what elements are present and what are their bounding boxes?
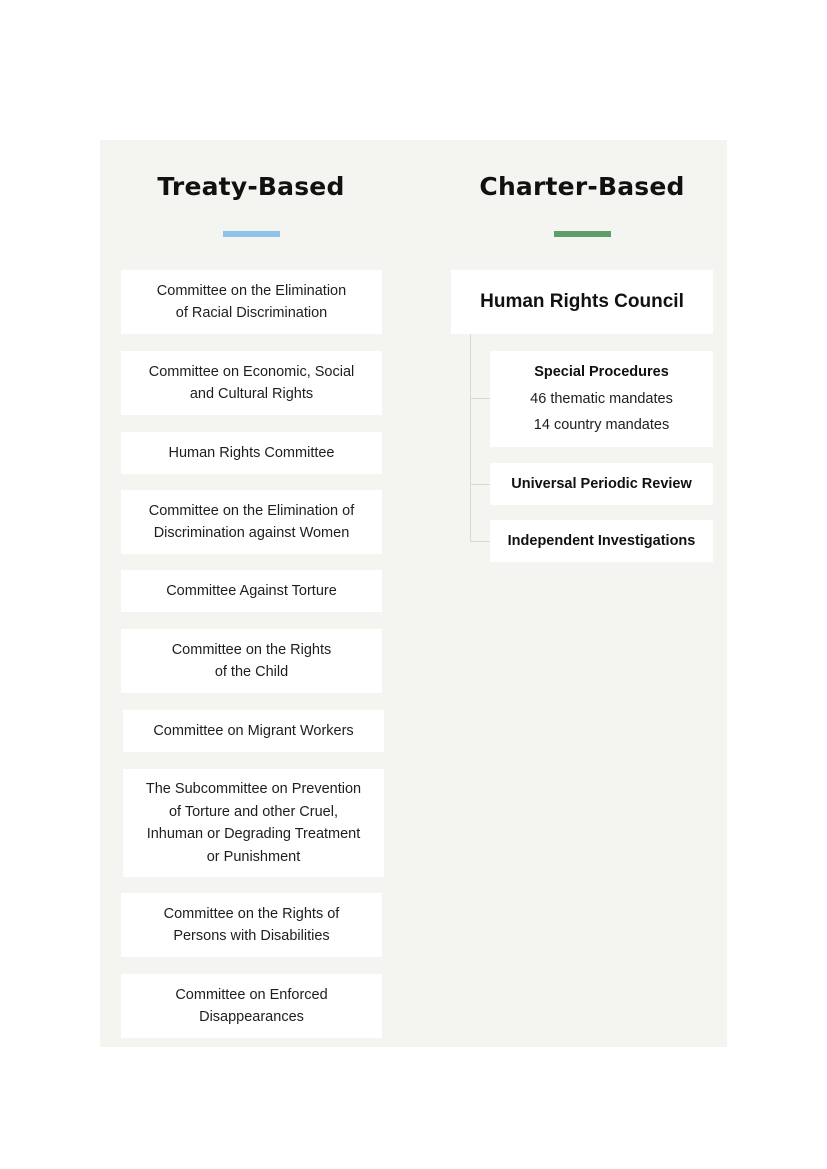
special-procedures-box xyxy=(490,351,713,447)
tree-connector-branch xyxy=(470,541,490,542)
charter-based-heading: Charter-Based xyxy=(479,172,685,201)
treaty-body-box xyxy=(121,490,382,554)
tree-connector-branch xyxy=(470,484,490,485)
treaty-body-box xyxy=(121,432,382,474)
treaty-body-label: Committee on the Rights of the Child xyxy=(171,641,332,680)
treaty-body-box xyxy=(123,769,384,877)
thematic-mandates-text: 46 thematic mandates xyxy=(530,390,673,407)
treaty-body-label: The Subcommittee on Prevention of Torture and other Cruel, Inhuman or Degrading Treatment or Punishment xyxy=(145,781,362,865)
treaty-body-label: Committee on the Rights of Persons with Disabilities xyxy=(163,905,340,944)
tree-connector-vertical xyxy=(470,334,471,542)
treaty-body-label: Committee on the Elimination of Discrimination against Women xyxy=(148,502,355,541)
treaty-body-box xyxy=(123,710,384,752)
treaty-body-label: Committee Against Torture xyxy=(166,582,337,599)
treaty-body-label: Committee on Migrant Workers xyxy=(153,722,354,739)
independent-investigations-label: Independent Investigations xyxy=(507,533,696,549)
treaty-body-box xyxy=(121,351,382,415)
treaty-body-box xyxy=(121,570,382,612)
treaty-body-box xyxy=(121,629,382,693)
charter-based-underline xyxy=(554,231,611,237)
treaty-body-label: Committee on the Elimination of Racial Discrimination xyxy=(156,282,347,321)
special-procedures-title: Special Procedures xyxy=(534,364,669,381)
universal-periodic-review-label: Universal Periodic Review xyxy=(511,476,692,492)
treaty-body-label: Human Rights Committee xyxy=(168,444,335,461)
universal-periodic-review-box xyxy=(490,463,713,505)
treaty-body-label: Committee on Economic, Social and Cultural Rights xyxy=(148,363,355,402)
independent-investigations-box xyxy=(490,520,713,562)
treaty-based-heading: Treaty-Based xyxy=(157,172,345,201)
treaty-based-underline xyxy=(223,231,280,237)
treaty-body-box xyxy=(121,270,382,334)
human-rights-council-box: Human Rights Council xyxy=(451,270,713,334)
country-mandates-text: 14 country mandates xyxy=(533,417,670,434)
treaty-body-box xyxy=(121,893,382,957)
tree-connector-branch xyxy=(470,398,490,399)
treaty-body-box xyxy=(121,974,382,1038)
treaty-body-label: Committee on Enforced Disappearances xyxy=(175,986,328,1025)
